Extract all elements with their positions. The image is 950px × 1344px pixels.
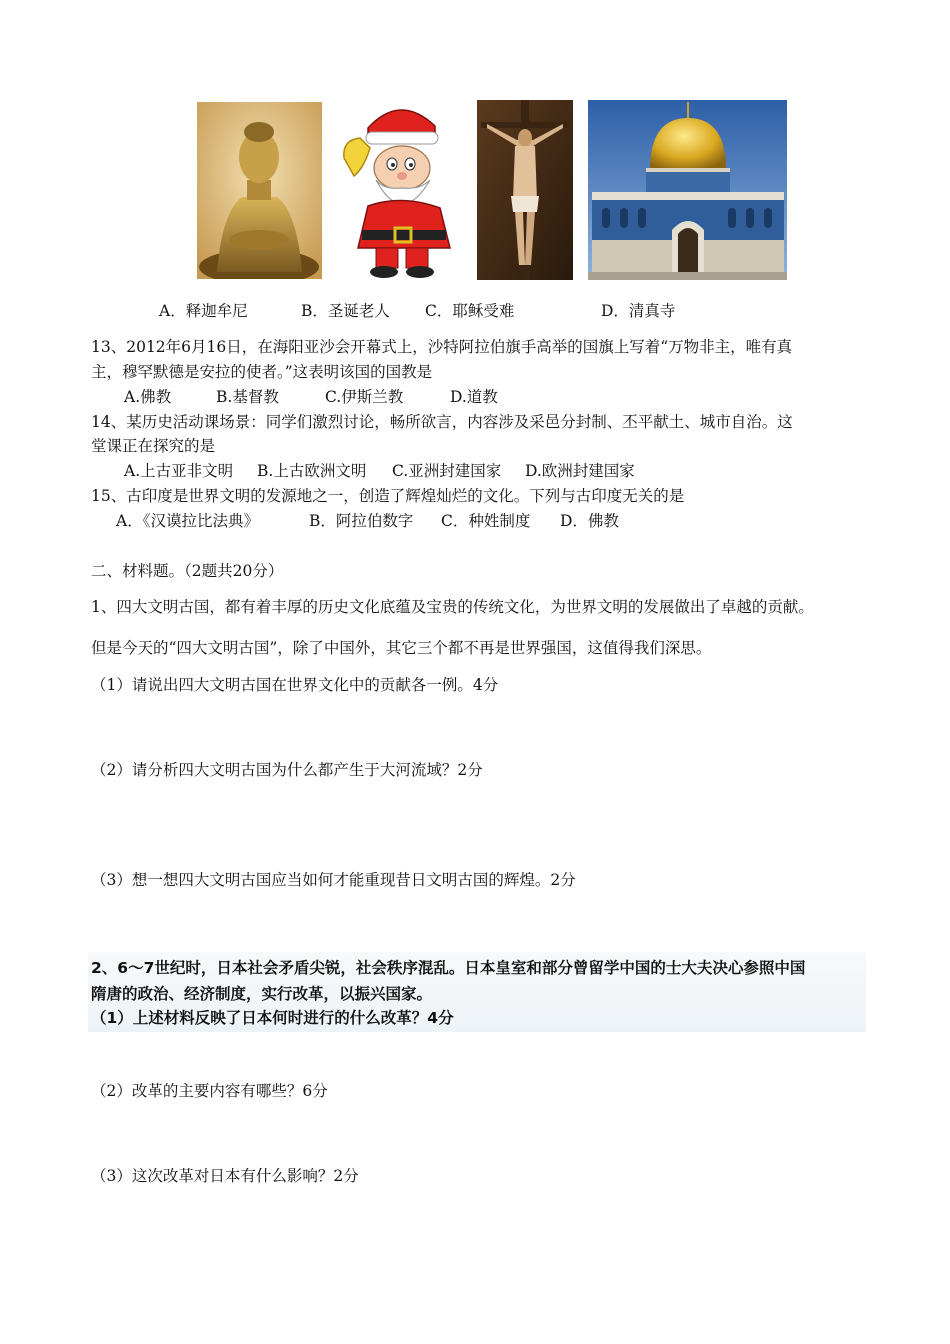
q13-option-d: D.道教 (450, 388, 498, 406)
q14-option-a: A.上古亚非文明 (124, 462, 234, 480)
q13-option-c: C.伊斯兰教 (325, 388, 404, 406)
q15-option-d: D．佛教 (560, 512, 619, 530)
q15-option-a: A．《汉谟拉比法典》 (116, 512, 259, 530)
q14-option-b: B.上古欧洲文明 (257, 462, 367, 480)
mosque-icon (588, 100, 787, 280)
buddha-statue-image (197, 102, 322, 279)
q14-line2: 堂课正在探究的是 (91, 437, 216, 455)
q15-line1: 15、古印度是世界文明的发源地之一，创造了辉煌灿烂的文化。下列与古印度无关的是 (91, 487, 685, 505)
material1-line2: 但是今天的“四大文明古国”，除了中国外，其它三个都不再是世界强国，这值得我们深思。 (91, 639, 712, 657)
q13-line2: 主，穆罕默德是安拉的使者。”这表明该国的国教是 (91, 363, 433, 381)
q14-option-c: C.亚洲封建国家 (392, 462, 502, 480)
material1-line1: 1、四大文明古国，都有着丰厚的历史文化底蕴及宝贵的传统文化，为世界文明的发展做出了卓越的贡献。 (91, 598, 814, 616)
q14-option-d: D.欧洲封建国家 (525, 462, 635, 480)
q14-line1: 14、某历史活动课场景：同学们激烈讨论，畅所欲言，内容涉及采邑分封制、丕平献土、城市自治。这 (91, 413, 793, 431)
picture-caption-c: C．耶稣受难 (425, 302, 515, 320)
santa-claus-icon (340, 98, 462, 280)
crucifixion-image (477, 100, 573, 280)
material2-question3: （3）这次改革对日本有什么影响？2分 (91, 1167, 359, 1185)
material1-question3: （3）想一想四大文明古国应当如何才能重现昔日文明古国的辉煌。2分 (91, 871, 576, 889)
q13-option-b: B.基督教 (216, 388, 279, 406)
material1-question1: （1）请说出四大文明古国在世界文化中的贡献各一例。4分 (91, 676, 499, 694)
q13-line1: 13、2012年6月16日，在海阳亚沙会开幕式上，沙特阿拉伯旗手高举的国旗上写着“万物非主，唯有真 (91, 338, 793, 356)
santa-claus-image (340, 98, 462, 280)
material1-question2: （2）请分析四大文明古国为什么都产生于大河流域？2分 (91, 761, 483, 779)
section2-heading: 二、材料题。（2题共20分） (91, 562, 284, 580)
q13-option-a: A.佛教 (124, 388, 172, 406)
material2-line1: 2、6～7世纪时，日本社会矛盾尖锐，社会秩序混乱。日本皇室和部分曾留学中国的士大夫决心参照中国 (91, 959, 806, 977)
mosque-image (588, 100, 787, 280)
material2-question2: （2）改革的主要内容有哪些？6分 (91, 1082, 328, 1100)
material2-question1: （1）上述材料反映了日本何时进行的什么改革？4分 (91, 1009, 454, 1027)
buddha-statue-icon (197, 102, 322, 279)
picture-caption-d: D．清真寺 (601, 302, 676, 320)
crucifixion-icon (477, 100, 573, 280)
q15-option-c: C．种姓制度 (441, 512, 531, 530)
picture-caption-b: B．圣诞老人 (301, 302, 390, 320)
material2-line2: 隋唐的政治、经济制度，实行改革，以振兴国家。 (91, 985, 433, 1003)
q15-option-b: B．阿拉伯数字 (309, 512, 414, 530)
picture-caption-a: A．释迦牟尼 (159, 302, 248, 320)
